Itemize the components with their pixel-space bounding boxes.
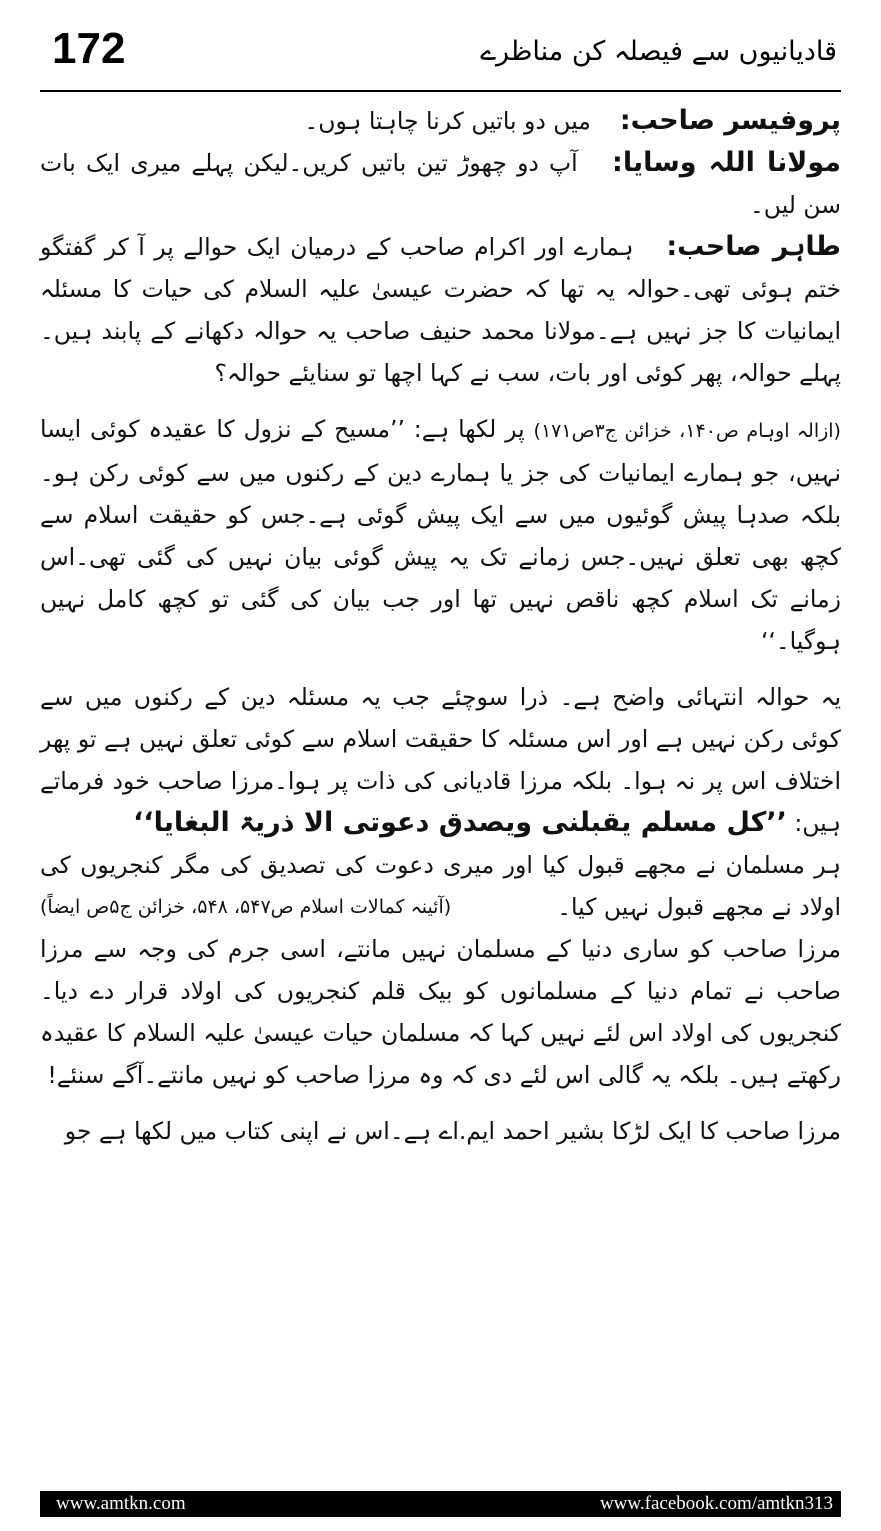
footer-website-link[interactable]: www.amtkn.com <box>56 1493 186 1514</box>
paragraph-text: مرزا صاحب کا ایک لڑکا بشیر احمد ایم.اے ہے۔اس نے اپنی کتاب میں لکھا ہے جو <box>64 1117 841 1145</box>
speaker-label: پروفیسر صاحب: <box>619 105 841 136</box>
header-rule <box>40 90 841 92</box>
paragraph-quote <box>40 408 841 662</box>
paragraph-text: ہمارے اور اکرام صاحب کے درمیان ایک حوالے پر آ کر گفتگو ختم ہوئی تھی۔حوالہ یہ تھا کہ حضرت عیسیٰ علیہ السلام کی حیات کا مسئلہ ایمانیات کا جز نہیں ہے۔مولانا محمد حنیف صاحب یہ حوالہ دکھانے کے پابند ہیں۔ پہلے حوالہ، پھر کوئی اور بات، سب نے کہا اچھا تو سنایئے حوالہ؟ <box>40 233 841 387</box>
speaker-label: مولانا اللہ وسایا: <box>612 147 841 178</box>
footer-bar <box>40 1491 841 1517</box>
paragraph-text: ہر مسلمان نے مجھے قبول کیا اور میری دعوت کی تصدیق کی مگر کنجریوں کی اولاد نے مجھے قبول نہیں کیا۔ <box>40 851 841 921</box>
running-title: قادیانیوں سے فیصلہ کن مناظرے <box>480 36 837 67</box>
paragraph-maulana <box>40 142 841 226</box>
paragraph-text: میں دو باتیں کرنا چاہتا ہوں۔ <box>304 107 591 135</box>
page-body <box>40 100 841 1152</box>
arabic-quote: ’’کل مسلم یقبلنی ویصدق دعوتی الا ذریۃ البغایا‘‘ <box>133 807 787 838</box>
reference-citation: (ازالہ اوہام ص۱۴۰، خزائن ج۳ص۱۷۱) <box>533 420 841 442</box>
footer-facebook-link[interactable]: www.facebook.com/amtkn313 <box>599 1493 833 1514</box>
paragraph-text: مرزا صاحب کو ساری دنیا کے مسلمان نہیں مانتے، اسی جرم کی وجہ سے مرزا صاحب نے تمام دنیا کے مسلمانوں کو بیک قلم کنجریوں کی اولاد قرار دے دیا۔کنجریوں کی اولاد اس لئے نہیں کہا کہ مسلمان حیات عیسیٰ علیہ السلام کا عقیدہ رکھتے ہیں۔ بلکہ یہ گالی اس لئے دی کہ وہ مرزا صاحب کو نہیں مانتے۔آگے سنئے! <box>40 935 841 1089</box>
paragraph-text: پر لکھا ہے: ’’مسیح کے نزول کا عقیدہ کوئی ایسا نہیں، جو ہمارے ایمانیات کی جز یا ہمارے دین کے رکنوں میں سے کوئی رکن ہو۔ بلکہ صدہا پیش گوئیوں میں سے ایک پیش گوئی ہے۔جس کو حقیقت اسلام سے کچھ بھی تعلق نہیں۔جس زمانے تک یہ پیش گوئی بیان نہیں کی گئی تھی۔اس زمانے تک اسلام کچھ ناقص نہیں تھا اور جب بیان کی گئی تو کچھ کامل نہیں ہوگیا۔‘‘ <box>40 415 841 655</box>
paragraph-translation <box>40 844 841 928</box>
paragraph-closing <box>40 1110 841 1152</box>
speaker-label: طاہر صاحب: <box>666 231 841 262</box>
paragraph-commentary <box>40 676 841 844</box>
paragraph-professor <box>40 100 841 142</box>
page-number: 172 <box>52 24 126 73</box>
reference-citation: (آئینہ کمالات اسلام ص۵۴۷، ۵۴۸، خزائن ج۵ص ایضاً) <box>40 896 452 918</box>
paragraph-tahir <box>40 226 841 394</box>
paragraph-text: آپ دو چھوڑ تین باتیں کریں۔لیکن پہلے میری ایک بات سن لیں۔ <box>40 149 841 219</box>
paragraph-argument <box>40 928 841 1096</box>
paragraph-text: یہ حوالہ انتہائی واضح ہے۔ ذرا سوچئے جب یہ مسئلہ دین کے رکنوں میں سے کوئی رکن نہیں ہے اور اس مسئلہ کا حقیقت اسلام سے کوئی تعلق نہیں ہے تو پھر اختلاف اس پر نہ ہوا۔ بلکہ مرزا قادیانی کی ذات پر ہوا۔مرزا صاحب خود فرماتے ہیں: <box>40 683 841 837</box>
